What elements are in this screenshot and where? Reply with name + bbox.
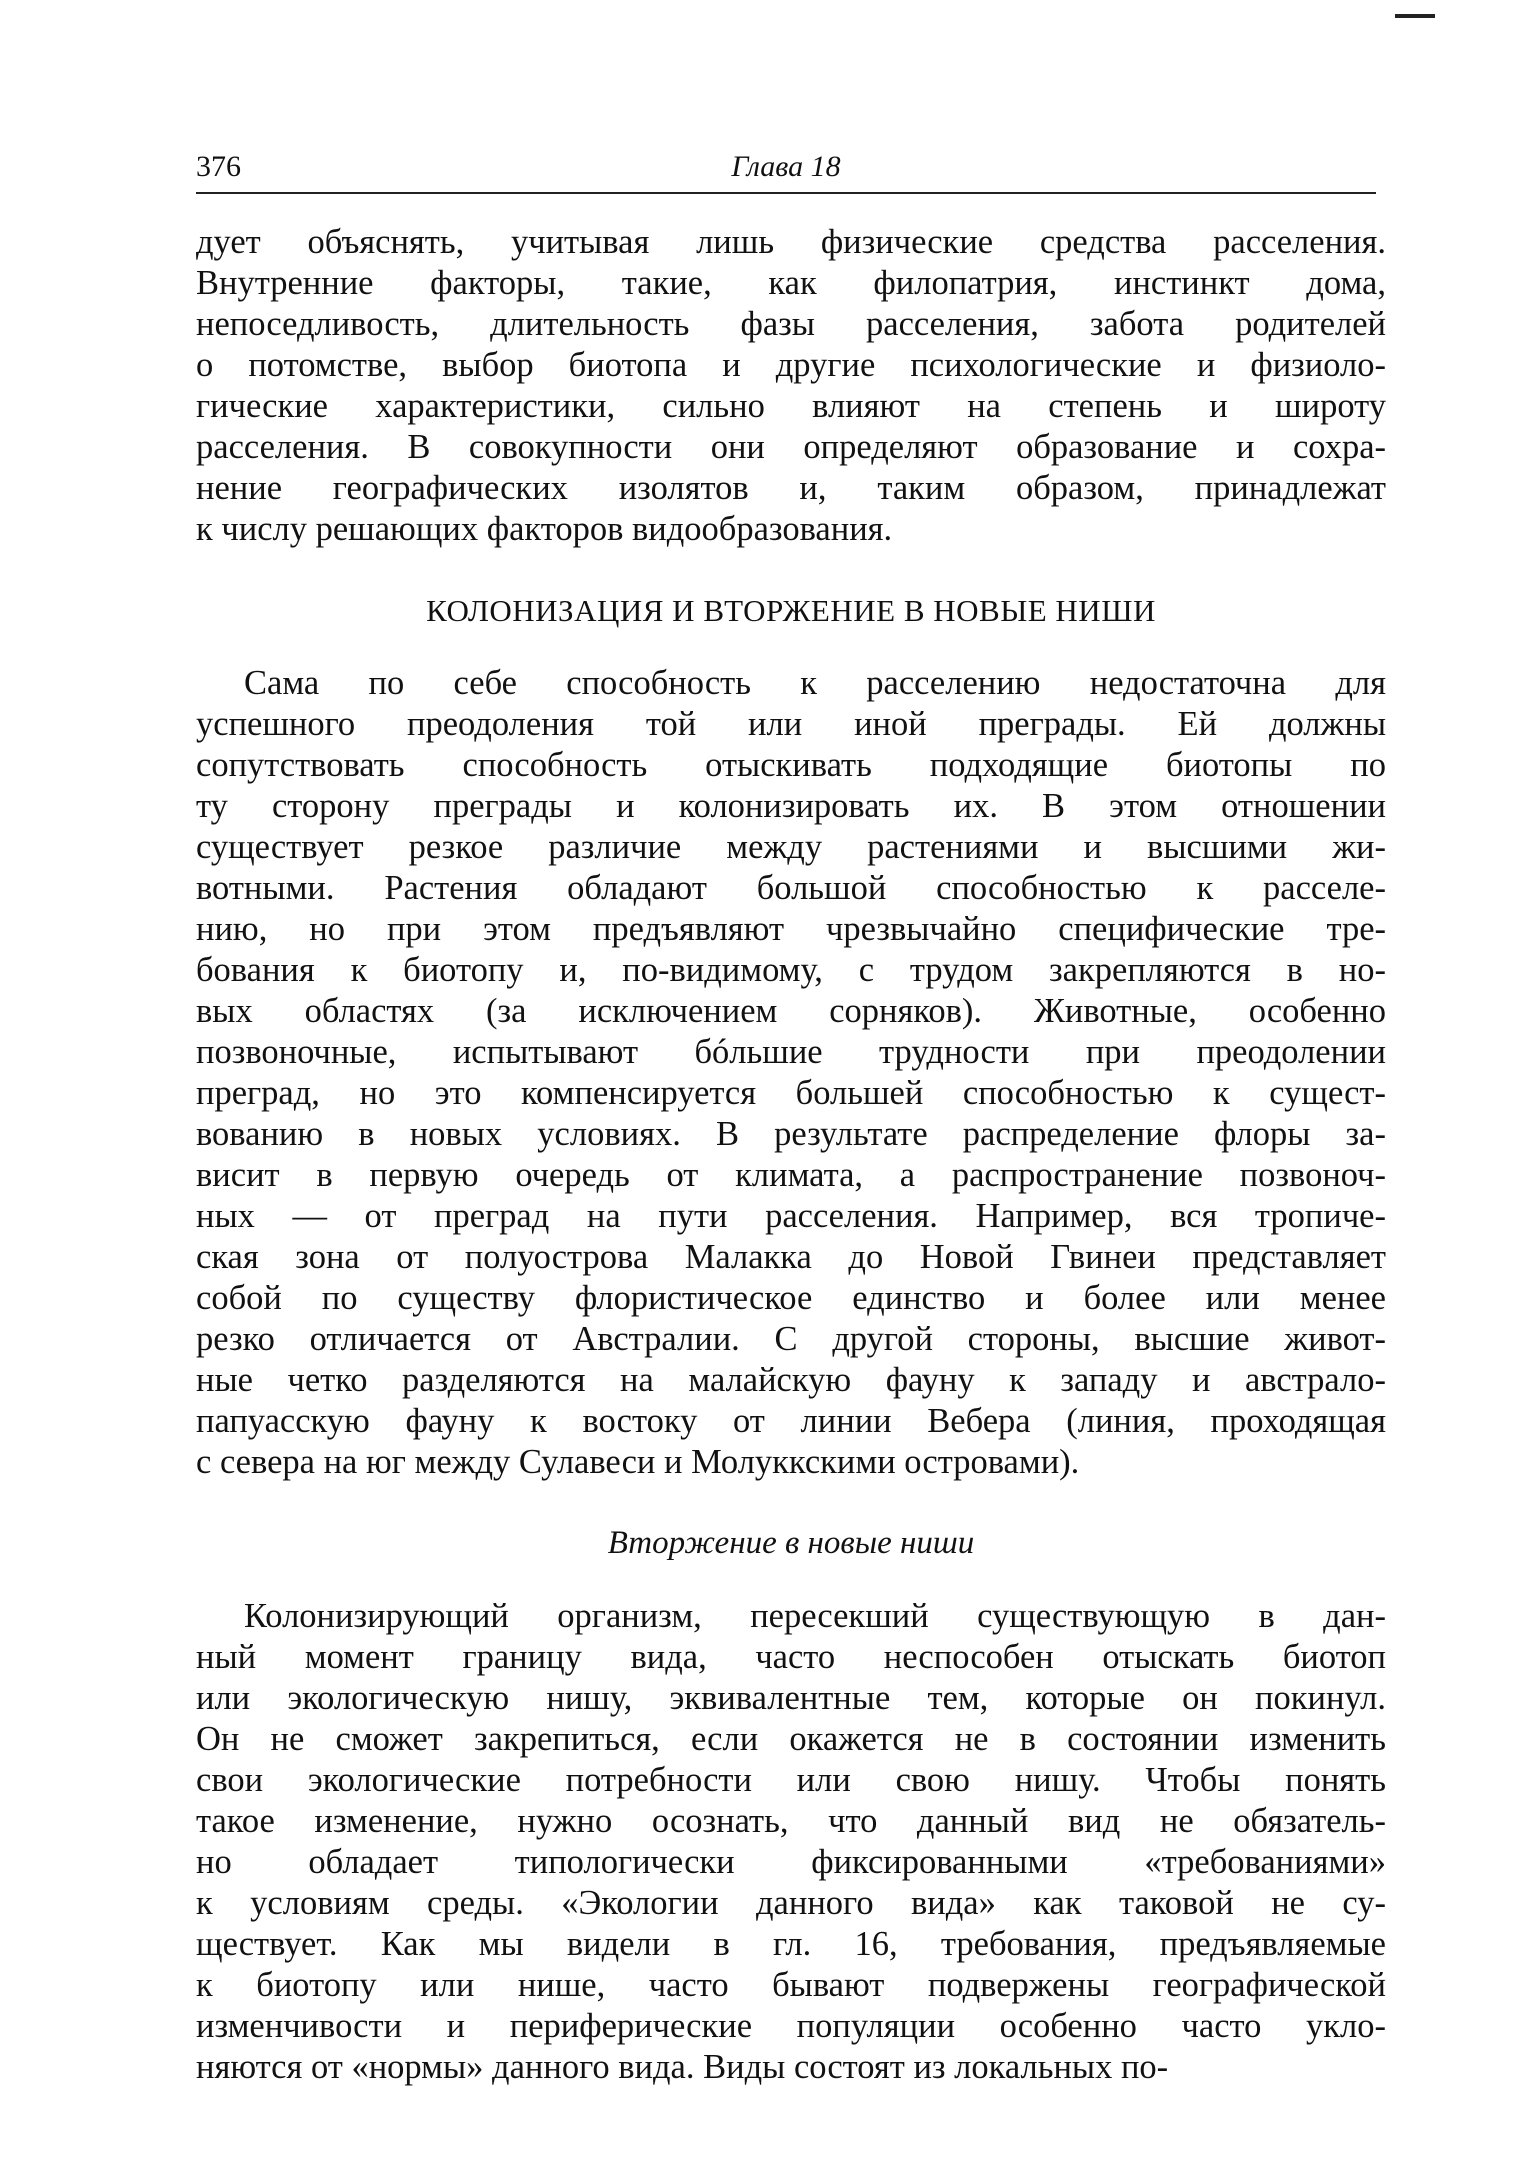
text-line: непоседливость, длительность фазы расселения, забота родителей xyxy=(196,305,1386,343)
subsection-heading: Вторжение в новые ниши xyxy=(607,1525,975,1561)
text-line: вых областях (за исключением сорняков). Животные, особенно xyxy=(196,992,1386,1030)
text-line: к условиям среды. «Экологии данного вида» как таковой не су- xyxy=(196,1884,1386,1922)
paragraph-3 xyxy=(196,1596,1386,2088)
text-line: существует резкое различие между растениями и высшими жи- xyxy=(196,828,1386,866)
page-header xyxy=(196,150,1376,192)
paragraph-2 xyxy=(196,663,1386,1483)
text-line: нию, но при этом предъявляют чрезвычайно специфические тре- xyxy=(196,910,1386,948)
text-line: изменчивости и периферические популяции особенно часто укло- xyxy=(196,2007,1386,2045)
text-line: ту сторону преграды и колонизировать их. В этом отношении xyxy=(196,787,1386,825)
text-line: ных — от преград на пути расселения. Например, вся тропиче- xyxy=(196,1197,1386,1235)
text-line: ный момент границу вида, часто неспособен отыскать биотоп xyxy=(196,1638,1386,1676)
text-line: Внутренние факторы, такие, как филопатрия, инстинкт дома, xyxy=(196,264,1386,302)
text-line: сопутствовать способность отыскивать подходящие биотопы по xyxy=(196,746,1386,784)
text-line: к числу решающих факторов видообразования. xyxy=(196,510,893,548)
text-line: ществует. Как мы видели в гл. 16, требования, предъявляемые xyxy=(196,1925,1386,1963)
text-line: о потомстве, выбор биотопа и другие психологические и физиоло- xyxy=(196,346,1386,384)
text-line: резко отличается от Австралии. С другой стороны, высшие живот- xyxy=(196,1320,1386,1358)
text-line: вотными. Растения обладают большой способностью к расселе- xyxy=(196,869,1386,907)
text-line: гические характеристики, сильно влияют на степень и широту xyxy=(196,387,1386,425)
text-line: преград, но это компенсируется большей способностью к сущест- xyxy=(196,1074,1386,1112)
text-line: бования к биотопу и, по-видимому, с трудом закрепляются в но- xyxy=(196,951,1386,989)
text-line: нение географических изолятов и, таким образом, принадлежат xyxy=(196,469,1386,507)
text-line: собой по существу флористическое единство и более или менее xyxy=(196,1279,1386,1317)
text-line: позвоночные, испытывают бóльшие трудности при преодолении xyxy=(196,1033,1386,1071)
text-line: успешного преодоления той или иной преграды. Ей должны xyxy=(196,705,1386,743)
paragraph-1 xyxy=(196,222,1386,550)
section-heading: КОЛОНИЗАЦИЯ И ВТОРЖЕНИЕ В НОВЫЕ НИШИ xyxy=(426,593,1156,628)
running-title: Глава 18 xyxy=(731,150,841,183)
text-line: висит в первую очередь от климата, а распространение позвоноч- xyxy=(196,1156,1386,1194)
text-line: ская зона от полуострова Малакка до Новой Гвинеи представляет xyxy=(196,1238,1386,1276)
page-number: 376 xyxy=(196,150,241,183)
text-line: или экологическую нишу, эквивалентные тем, которые он покинул. xyxy=(196,1679,1386,1717)
text-line: Колонизирующий организм, пересекший существующую в дан- xyxy=(244,1597,1386,1635)
text-line: Он не сможет закрепиться, если окажется не в состоянии изменить xyxy=(196,1720,1386,1758)
scan-mark xyxy=(1395,14,1435,18)
text-line: дует объяснять, учитывая лишь физические средства расселения. xyxy=(196,223,1386,261)
page-body xyxy=(196,222,1386,2088)
text-line: ные четко разделяются на малайскую фауну к западу и австрало- xyxy=(196,1361,1386,1399)
text-line: Сама по себе способность к расселению недостаточна для xyxy=(244,664,1386,702)
text-line: такое изменение, нужно осознать, что данный вид не обязатель- xyxy=(196,1802,1386,1840)
text-line: няются от «нормы» данного вида. Виды состоят из локальных по- xyxy=(196,2048,1169,2086)
text-line: вованию в новых условиях. В результате распределение флоры за- xyxy=(196,1115,1386,1153)
text-line: папуасскую фауну к востоку от линии Вебера (линия, проходящая xyxy=(196,1402,1386,1440)
text-line: свои экологические потребности или свою нишу. Чтобы понять xyxy=(196,1761,1386,1799)
text-line: к биотопу или нише, часто бывают подвержены географической xyxy=(196,1966,1386,2004)
header-rule xyxy=(196,192,1376,194)
text-line: расселения. В совокупности они определяют образование и сохра- xyxy=(196,428,1386,466)
text-line: с севера на юг между Сулавеси и Молуккскими островами). xyxy=(196,1443,1080,1481)
text-line: но обладает типологически фиксированными «требованиями» xyxy=(196,1843,1386,1881)
